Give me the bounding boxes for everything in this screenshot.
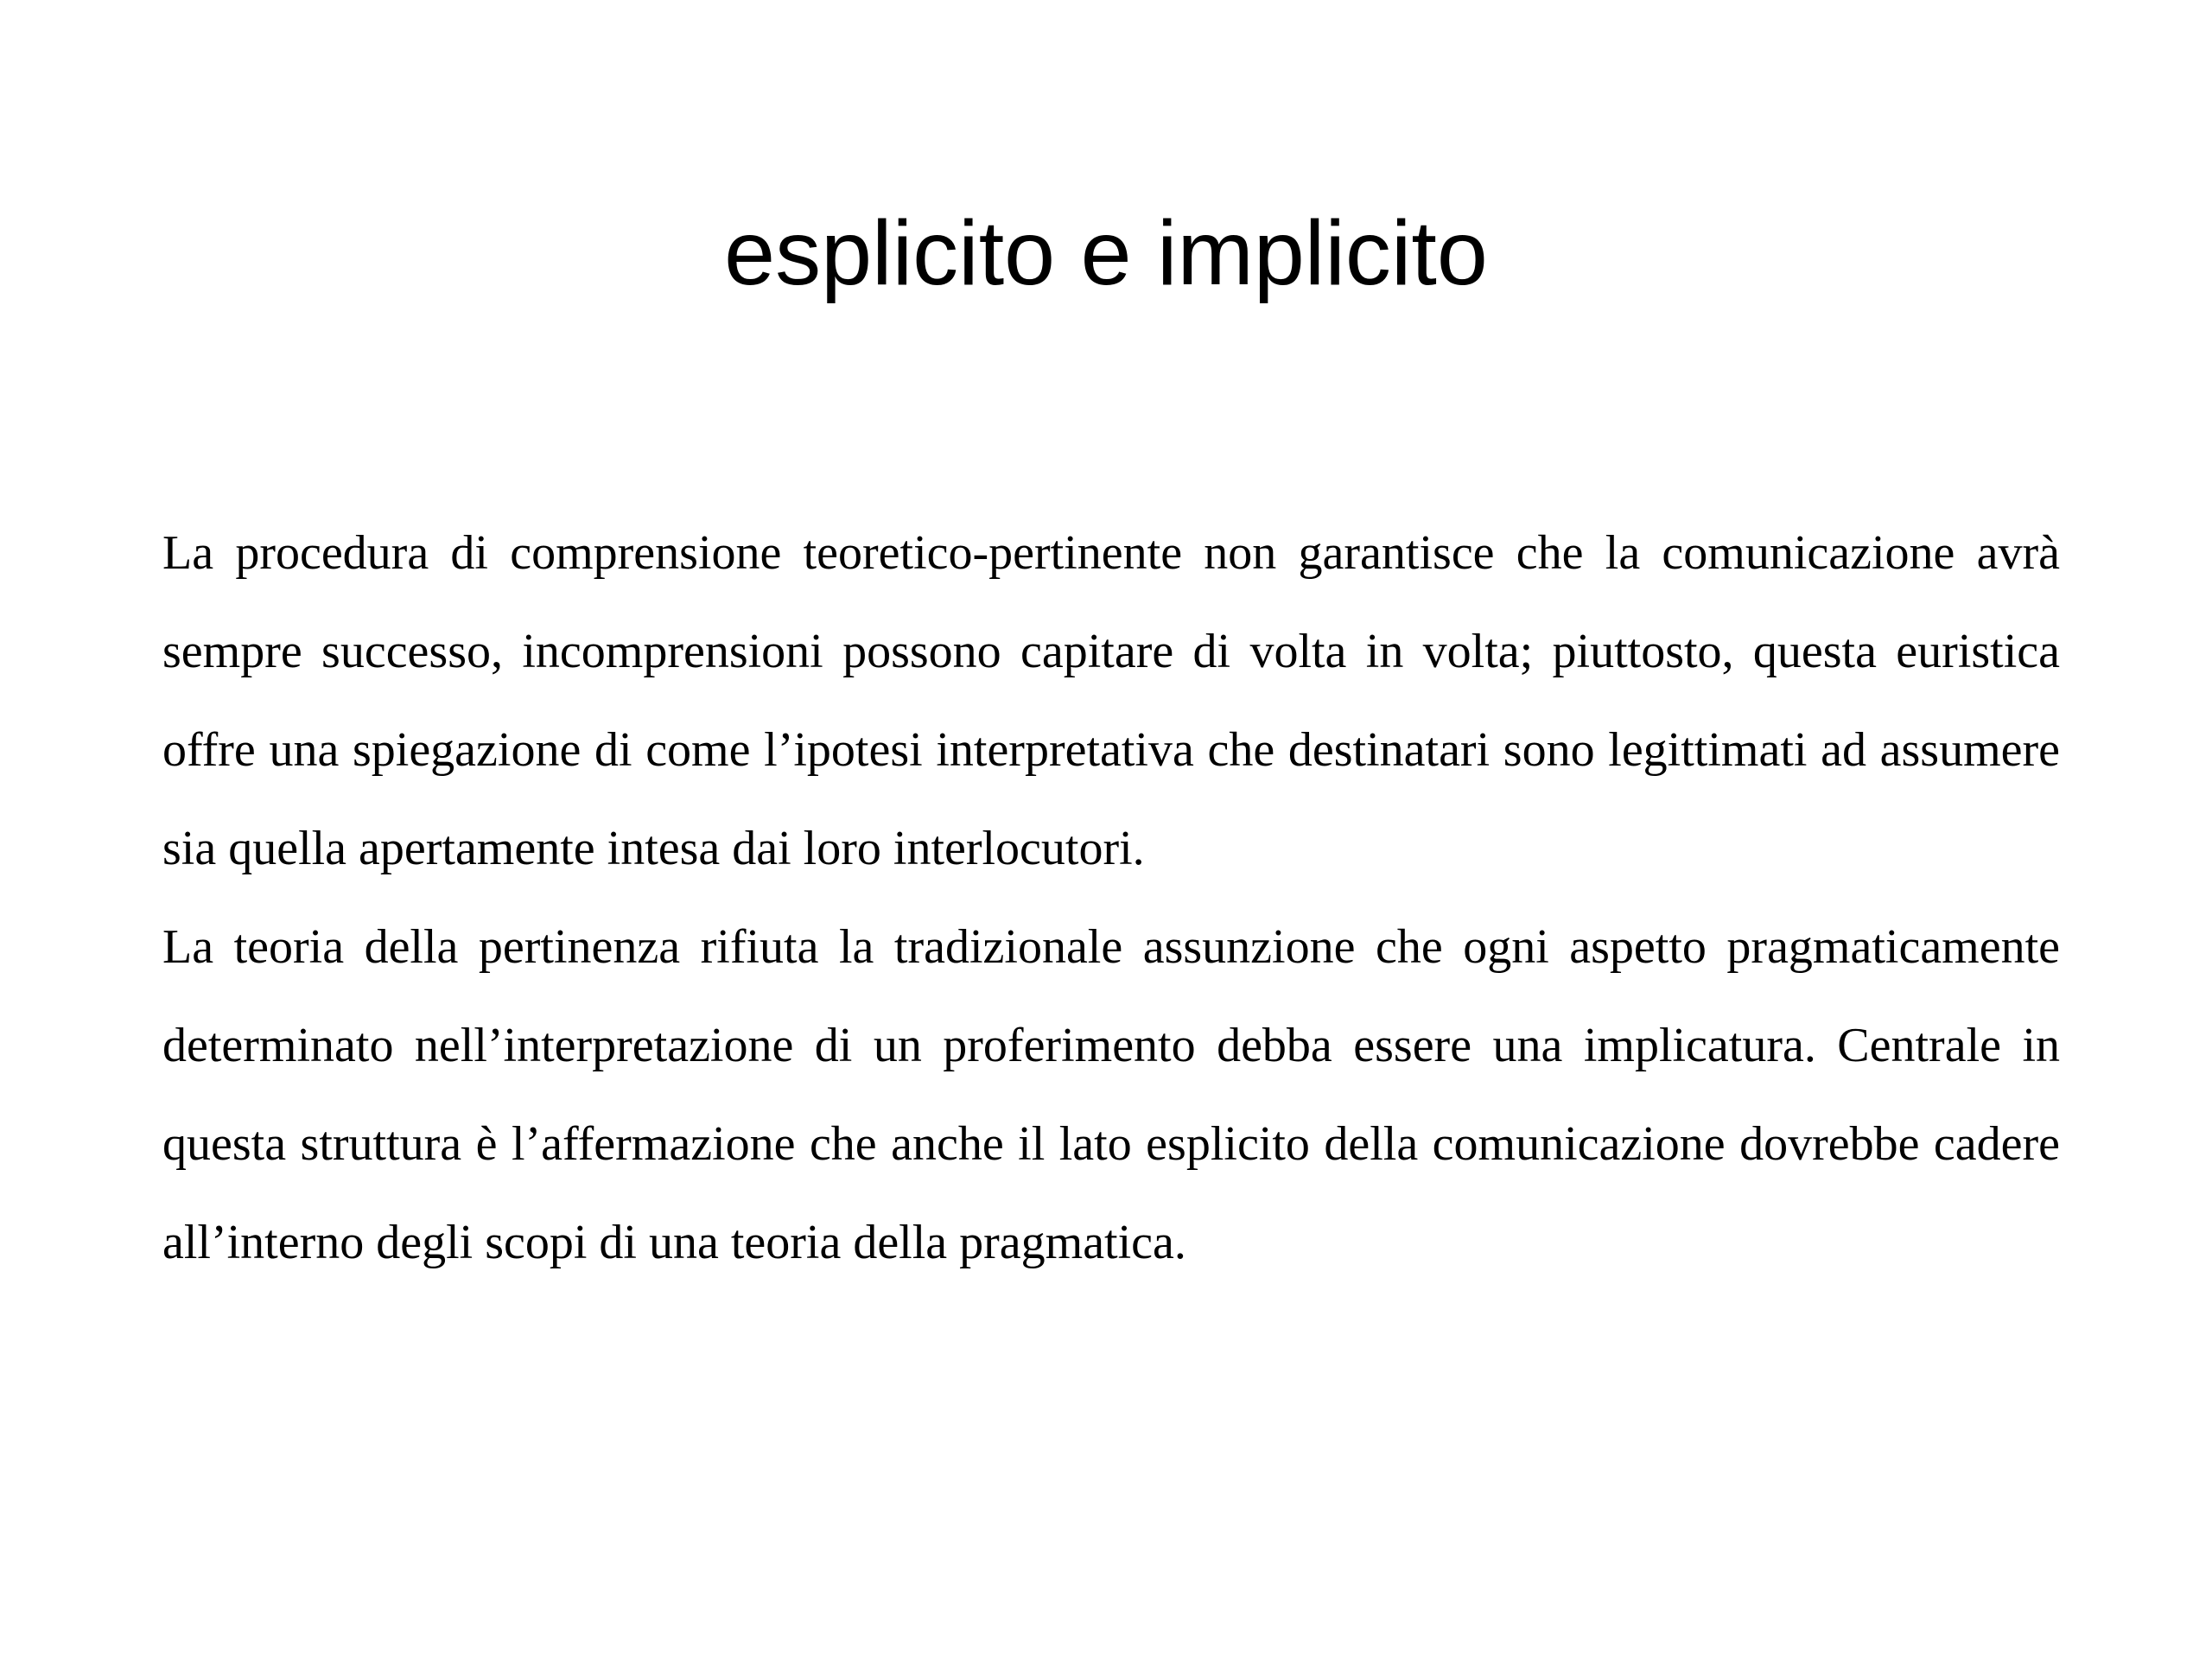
- body-paragraph-2: La teoria della pertinenza rifiuta la tradizionale assunzione che ogni aspetto pragmaticamente determinato nell’interpretazione di un proferimento debba essere una implicatura. Centrale in questa struttura è l’affermazione che anche il lato esplicito della comunicazione dovrebbe cadere all’interno degli scopi di una teoria della pragmatica.: [162, 920, 2060, 1269]
- slide-body: [162, 504, 2060, 1292]
- slide-title: esplicito e implicito: [724, 202, 1488, 304]
- body-paragraph-1: La procedura di comprensione teoretico-pertinente non garantisce che la comunicazione avrà sempre successo, incomprensioni possono capitare di volta in volta; piuttosto, questa euristica offre una spiegazione di come l’ipotesi interpretativa che destinatari sono legittimati ad assumere sia quella apertamente intesa dai loro interlocutori.: [162, 526, 2060, 875]
